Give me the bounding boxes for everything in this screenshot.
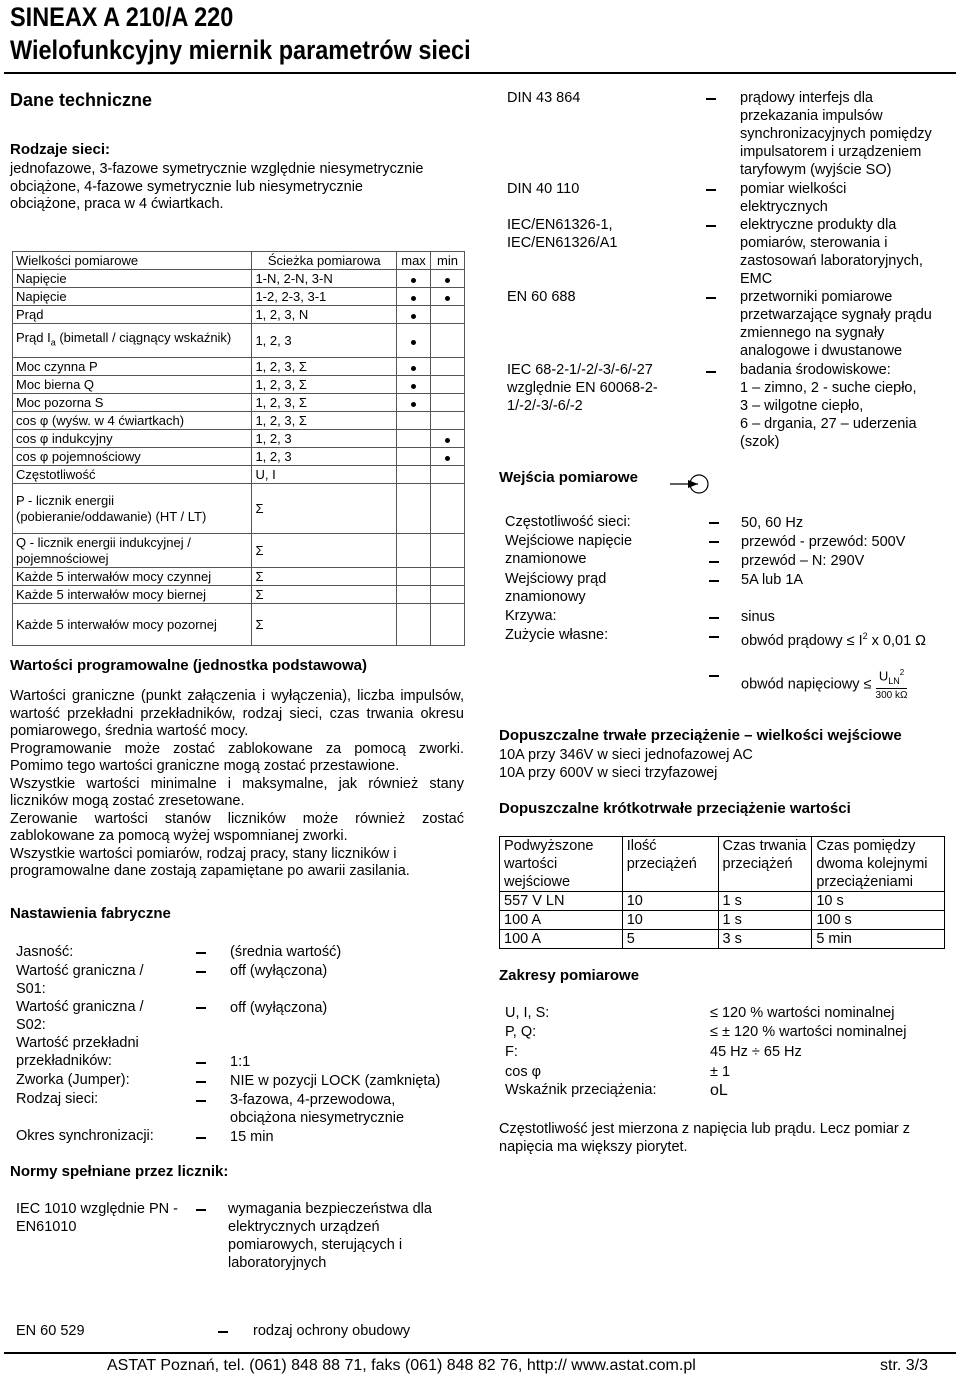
column-header: Czas trwania przeciążeń (718, 837, 812, 892)
quantity-cell: Moc bierna Q (13, 376, 252, 394)
dash (196, 1081, 206, 1083)
column-header: Ilość przeciążeń (622, 837, 718, 892)
max-cell (397, 324, 431, 358)
path-cell: 1, 2, 3, Σ (252, 412, 397, 430)
max-cell (397, 412, 431, 430)
programmable-heading: Wartości programowalne (jednostka podstawowa) (10, 657, 367, 674)
path-cell: 1, 2, 3, Σ (252, 376, 397, 394)
standard-key: IEC 68-2-1/-2/-3/-6/-27 względnie EN 60068-2-1/-2/-3/-6/-2 (507, 362, 658, 414)
dash (196, 1007, 206, 1009)
input-key: Zużycie własne: (505, 627, 609, 643)
env-line: 1 – zimno, 2 - suche ciepło, (740, 380, 917, 396)
measurement-input-icon (670, 472, 710, 496)
path-cell: Σ (252, 586, 397, 604)
max-cell (397, 484, 431, 534)
standard-key: DIN 43 864 (507, 90, 581, 106)
range-key: cos φ (505, 1064, 541, 1080)
bullet-dot-icon (411, 314, 416, 319)
input-value: sinus (741, 609, 775, 625)
min-cell (431, 534, 465, 568)
min-cell (431, 324, 465, 358)
voltage-circuit (741, 666, 907, 703)
range-key: P, Q: (505, 1024, 537, 1040)
quantity-cell: P - licznik energii (pobieranie/oddawanie) (HT / LT) (13, 484, 252, 534)
input-value (741, 627, 926, 650)
superscript: 2 (899, 668, 905, 677)
min-cell (431, 448, 465, 466)
quantity-cell: Moc czynna P (13, 358, 252, 376)
min-cell (431, 288, 465, 306)
factory-key: Wartość przekładni przekładników: (16, 1035, 139, 1069)
max-cell (397, 568, 431, 586)
column-header: Wielkości pomiarowe (13, 252, 252, 270)
bullet-dot-icon (411, 340, 416, 345)
bullet-dot-icon (445, 438, 450, 443)
quantity-cell: Prąd (13, 306, 252, 324)
min-cell (431, 376, 465, 394)
header-divider (4, 72, 956, 74)
voltage-fraction (876, 666, 908, 703)
standard-value: prądowy interfejs dla przekazania impulsów synchronizacyjnych pomiędzy impulsatorem i urządzeniem taryfowym (wyjście SO) (740, 90, 932, 178)
overload-table (499, 836, 945, 949)
quantity-cell: cos φ indukcyjny (13, 430, 252, 448)
input-key: Częstotliwość sieci: (505, 514, 631, 530)
table-cell: 10 s (812, 892, 945, 911)
path-cell: 1-2, 2-3, 3-1 (252, 288, 397, 306)
dash (706, 297, 716, 299)
column-header: max (397, 252, 431, 270)
range-value: ± 1 (710, 1064, 731, 1080)
max-cell (397, 586, 431, 604)
table-row (13, 358, 465, 376)
max-cell (397, 430, 431, 448)
input-value: przewód – N: 290V (741, 553, 865, 569)
path-cell: Σ (252, 604, 397, 646)
factory-key: Wartość graniczna / S02: (16, 999, 144, 1033)
table-cell: 10 (622, 911, 718, 930)
network-line: obciążone, 4-fazowe symetrycznie lub niesymetrycznie (10, 178, 363, 195)
path-cell: 1, 2, 3 (252, 324, 397, 358)
quantity-cell: cos φ pojemnościowy (13, 448, 252, 466)
paragraph: Programowanie może zostać zablokowane za pomocą zworki. Pomimo tego wartości graniczne mogą zostać przestawione. (10, 740, 464, 774)
table-row (13, 430, 465, 448)
table-cell: 100 s (812, 911, 945, 930)
dash (709, 636, 719, 638)
current-circuit-label: obwód prądowy ≤ I (741, 632, 863, 649)
table-cell: 1 s (718, 911, 812, 930)
dash (709, 617, 719, 619)
max-cell (397, 270, 431, 288)
quantity-cell: cos φ (wyśw. w 4 ćwiartkach) (13, 412, 252, 430)
subscript: a (50, 337, 56, 348)
dash (196, 971, 206, 973)
quantity-label: Prąd I (16, 330, 51, 346)
network-line: jednofazowe, 3-fazowe symetrycznie względnie niesymetrycznie (10, 161, 424, 177)
bullet-dot-icon (411, 402, 416, 407)
table-row (13, 412, 465, 430)
quantity-cell: Napięcie (13, 288, 252, 306)
table-row (13, 376, 465, 394)
factory-key: Okres synchronizacji: (16, 1128, 154, 1144)
norm-key: EN 60 529 (16, 1323, 85, 1339)
factory-value: off (wyłączona) (230, 1000, 328, 1016)
footer-divider (4, 1352, 956, 1354)
subscript: LN (888, 675, 900, 686)
table-row (13, 448, 465, 466)
table-row (13, 466, 465, 484)
standard-value: elektryczne produkty dla pomiarów, sterowania i zastosowań laboratoryjnych, EMC (740, 217, 923, 287)
factory-value: off (wyłączona) (230, 963, 328, 979)
dash (196, 1137, 206, 1139)
min-cell (431, 484, 465, 534)
table-row (500, 892, 945, 911)
dash (706, 371, 716, 373)
section-heading-tech: Dane techniczne (10, 90, 153, 110)
quantity-cell (13, 324, 252, 358)
programmable-text (10, 688, 464, 881)
table-cell: 1 s (718, 892, 812, 911)
standard-key: DIN 40 110 (507, 181, 580, 197)
min-cell (431, 358, 465, 376)
factory-key: Wartość graniczna / S01: (16, 963, 144, 997)
max-cell (397, 376, 431, 394)
table-row (13, 394, 465, 412)
table-row (500, 930, 945, 949)
network-line: obciążone, praca w 4 ćwiartkach. (10, 196, 224, 212)
quantity-cell: Częstotliwość (13, 466, 252, 484)
max-cell (397, 448, 431, 466)
max-cell (397, 358, 431, 376)
standard-key: EN 60 688 (507, 289, 576, 305)
dash (218, 1331, 228, 1333)
quantity-label-rest: (bimetall / ciągnący wskaźnik) (55, 330, 232, 346)
path-cell: 1, 2, 3, N (252, 306, 397, 324)
table-row (13, 568, 465, 586)
factory-key: Jasność: (16, 944, 74, 960)
paragraph: Wszystkie wartości minimalne i maksymalne, jak również stany liczników mogą zostać zresetowane. (10, 775, 464, 809)
max-cell (397, 306, 431, 324)
overload-line: 10A przy 346V w sieci jednofazowej AC (499, 747, 753, 763)
quantity-cell: Q - licznik energii indukcyjnej / pojemnościowej (13, 534, 252, 568)
quantity-cell: Moc pozorna S (13, 394, 252, 412)
paragraph: Wszystkie wartości pomiarów, rodzaj pracy, stany liczników i programowalne dane zostają zapamiętane po awarii zasilania. (10, 845, 410, 879)
factory-value: 15 min (230, 1129, 274, 1145)
input-key: Wejściowe napięcie znamionowe (505, 533, 633, 567)
table-row (13, 534, 465, 568)
path-cell: 1, 2, 3, Σ (252, 394, 397, 412)
path-cell: 1, 2, 3 (252, 430, 397, 448)
overload-short-heading: Dopuszczalne krótkotrwałe przeciążenie wartości (499, 800, 851, 817)
quantity-cell: Każde 5 interwałów mocy biernej (13, 586, 252, 604)
network-description (10, 161, 480, 214)
max-cell (397, 604, 431, 646)
path-cell: Σ (252, 484, 397, 534)
dash (709, 561, 719, 563)
table-row (13, 604, 465, 646)
input-value: przewód - przewód: 500V (741, 534, 906, 550)
norm-key: IEC 1010 względnie PN - EN61010 (16, 1201, 178, 1235)
standard-value: badania środowiskowe: (740, 362, 891, 378)
fraction-numerator (876, 666, 908, 689)
factory-value: 1:1 (230, 1054, 251, 1070)
current-circuit-value: x 0,01 Ω (867, 632, 927, 649)
factory-value: 3-fazowa, 4-przewodowa, obciążona niesymetrycznie (230, 1092, 405, 1126)
network-heading: Rodzaje sieci: (10, 141, 111, 158)
standard-key: IEC/EN61326-1, IEC/EN61326/A1 (507, 217, 618, 251)
dash (196, 1062, 206, 1064)
range-key: F: (505, 1044, 518, 1060)
dash (709, 522, 719, 524)
min-cell (431, 604, 465, 646)
voltage-circuit-label: obwód napięciowy ≤ (741, 676, 872, 693)
table-header-row (500, 837, 945, 892)
paragraph: Zerowanie wartości stanów liczników może również zostać zablokowane za pomocą wyżej wspomnianej zworki. (10, 810, 464, 844)
dash (706, 189, 716, 191)
range-value: oL (710, 1082, 728, 1099)
table-cell: 100 A (500, 930, 623, 949)
column-header: Czas pomiędzy dwoma kolejnymi przeciążeniami (812, 837, 945, 892)
bullet-dot-icon (445, 456, 450, 461)
path-cell: Σ (252, 568, 397, 586)
fraction-denominator: 300 kΩ (875, 689, 908, 701)
environment-tests (740, 379, 955, 451)
dash (706, 98, 716, 100)
max-cell (397, 288, 431, 306)
path-cell: Σ (252, 534, 397, 568)
standard-value: pomiar wielkości elektrycznych (740, 181, 847, 215)
table-cell: 557 V LN (500, 892, 623, 911)
quantity-cell: Napięcie (13, 270, 252, 288)
input-value: 5A lub 1A (741, 572, 804, 588)
max-cell (397, 394, 431, 412)
input-key: Wejściowy prąd znamionowy (505, 571, 607, 605)
document-title: SINEAX A 210/A 220 (10, 2, 234, 32)
measurement-table (12, 251, 465, 646)
min-cell (431, 430, 465, 448)
norm-value: rodzaj ochrony obudowy (253, 1323, 411, 1339)
path-cell: 1, 2, 3 (252, 448, 397, 466)
quantity-cell: Każde 5 interwałów mocy czynnej (13, 568, 252, 586)
footer-contact: ASTAT Poznań, tel. (061) 848 88 71, faks (061) 848 82 76, http:// www.astat.com.pl (107, 1357, 696, 1374)
min-cell (431, 270, 465, 288)
table-row (13, 324, 465, 358)
factory-value: (średnia wartość) (230, 944, 342, 960)
document-subtitle: Wielofunkcyjny miernik parametrów sieci (10, 35, 471, 65)
table-header-row (13, 252, 465, 270)
range-value: ≤ 120 % wartości nominalnej (710, 1005, 895, 1021)
dash (196, 1209, 206, 1211)
ranges-heading: Zakresy pomiarowe (499, 967, 640, 984)
range-key: Wskaźnik przeciążenia: (505, 1082, 657, 1098)
paragraph: Wartości graniczne (punkt załączenia i wyłączenia), liczba impulsów, wartość przekładni przekładników, rodzaj sieci, czas trwania okresu pomiarowego, średnia wartość mocy. (10, 688, 464, 739)
table-row (13, 484, 465, 534)
bullet-dot-icon (411, 384, 416, 389)
factory-value: NIE w pozycji LOCK (zamknięta) (230, 1073, 441, 1089)
column-header: Ścieżka pomiarowa (252, 252, 397, 270)
env-line: 3 – wilgotne ciepło, (740, 398, 864, 414)
column-header: min (431, 252, 465, 270)
min-cell (431, 568, 465, 586)
overload-line: 10A przy 600V w sieci trzyfazowej (499, 765, 718, 781)
input-value: 50, 60 Hz (741, 515, 804, 531)
max-cell (397, 466, 431, 484)
path-cell: 1-N, 2-N, 3-N (252, 270, 397, 288)
table-row (13, 270, 465, 288)
env-line: 6 – drgania, 27 – uderzenia (szok) (740, 416, 917, 450)
table-cell: 5 min (812, 930, 945, 949)
bullet-dot-icon (411, 296, 416, 301)
inputs-heading: Wejścia pomiarowe (499, 469, 638, 486)
dash (709, 580, 719, 582)
table-cell: 5 (622, 930, 718, 949)
quantity-cell: Każde 5 interwałów mocy pozornej (13, 604, 252, 646)
factory-key: Zworka (Jumper): (16, 1072, 130, 1088)
max-cell (397, 534, 431, 568)
standard-value: przetworniki pomiarowe przetwarzające sygnały prądu zmiennego na sygnały analogowe i dwustanowe (740, 289, 932, 359)
overload-cont-heading: Dopuszczalne trwałe przeciążenie – wielkości wejściowe (499, 727, 902, 744)
min-cell (431, 412, 465, 430)
factory-key: Rodzaj sieci: (16, 1091, 99, 1107)
u-symbol: U (878, 668, 889, 684)
min-cell (431, 306, 465, 324)
column-header: Podwyższone wartości wejściowe (500, 837, 623, 892)
table-cell: 10 (622, 892, 718, 911)
bullet-dot-icon (445, 278, 450, 283)
page-number: str. 3/3 (880, 1357, 929, 1374)
min-cell (431, 394, 465, 412)
range-key: U, I, S: (505, 1005, 550, 1021)
overload-cont-text (499, 746, 753, 782)
min-cell (431, 586, 465, 604)
table-row (13, 306, 465, 324)
bullet-dot-icon (445, 296, 450, 301)
bullet-dot-icon (411, 366, 416, 371)
table-cell: 3 s (718, 930, 812, 949)
dash (196, 952, 206, 954)
dash (196, 1100, 206, 1102)
dash (709, 675, 719, 677)
dash (709, 541, 719, 543)
path-cell: 1, 2, 3, Σ (252, 358, 397, 376)
input-key: Krzywa: (505, 608, 557, 624)
table-row (13, 288, 465, 306)
min-cell (431, 466, 465, 484)
table-row (500, 911, 945, 930)
frequency-note: Częstotliwość jest mierzona z napięcia lub prądu. Lecz pomiar z napięcia ma większy piorytet. (499, 1121, 911, 1155)
bullet-dot-icon (411, 278, 416, 283)
superscript: 2 (862, 631, 868, 641)
range-value: ≤ ± 120 % wartości nominalnej (710, 1024, 907, 1040)
norms-heading: Normy spełniane przez licznik: (10, 1163, 229, 1180)
table-cell: 100 A (500, 911, 623, 930)
table-row (13, 586, 465, 604)
dash (706, 225, 716, 227)
norm-value: wymagania bezpieczeństwa dla elektrycznych urządzeń pomiarowych, sterujących i laboratoryjnych (228, 1201, 432, 1271)
factory-heading: Nastawienia fabryczne (10, 905, 171, 922)
path-cell: U, I (252, 466, 397, 484)
range-value: 45 Hz ÷ 65 Hz (710, 1044, 802, 1060)
